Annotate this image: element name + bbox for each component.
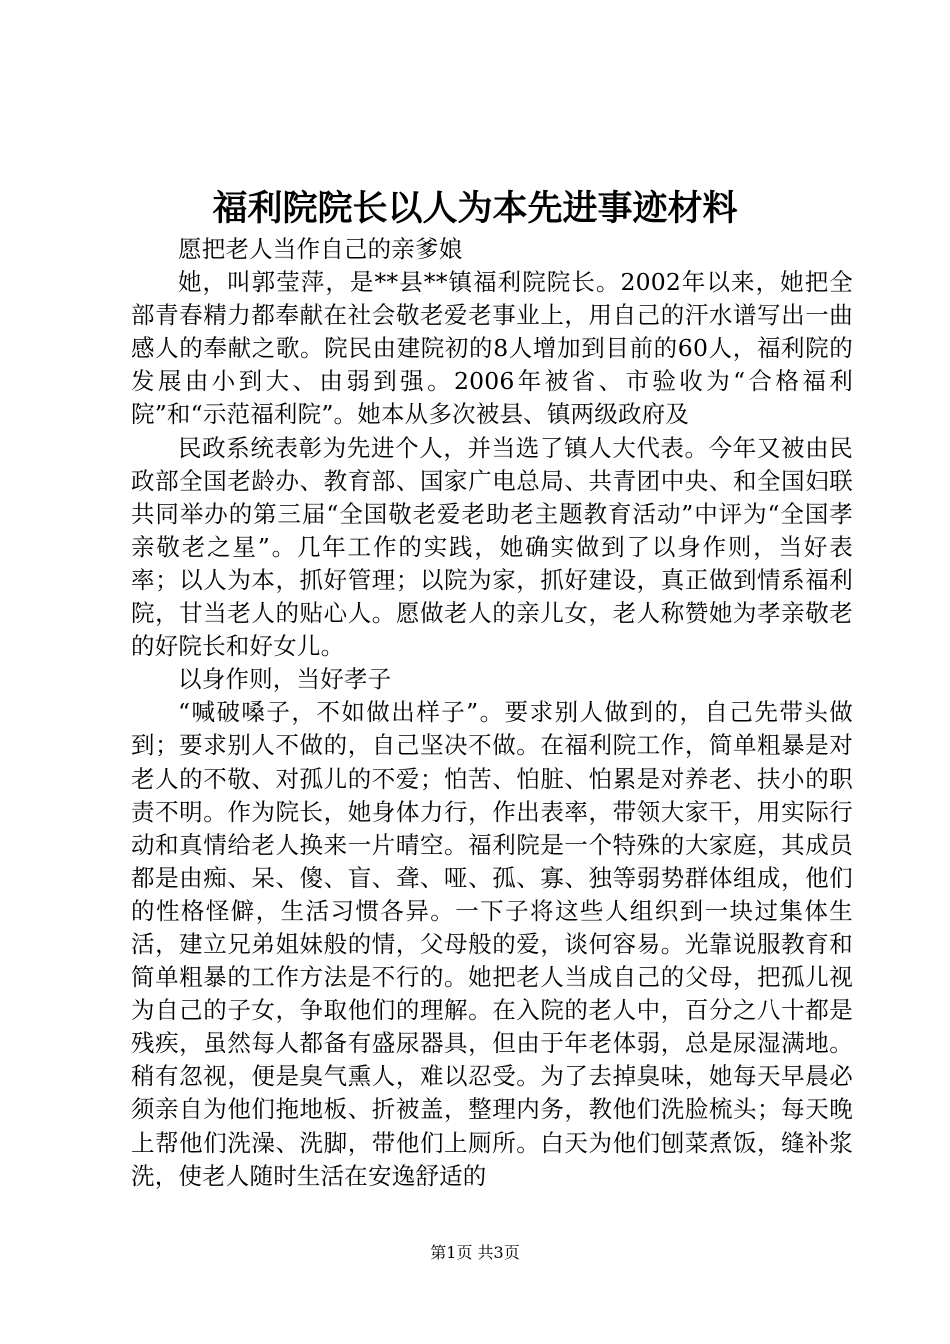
document-title: 福利院院长以人为本先进事迹材料 — [212, 188, 738, 229]
body-paragraph: 她，叫郭莹萍，是**县**镇福利院院长。2002年以来，她把全部青春精力都奉献在社会敬老爱老事业上，用自己的汗水谱写出一曲感人的奉献之歌。院民由建院初的8人增加到目前的60人，福利院的发展由小到大、由弱到强。2006年被省、市验收为“合格福利院”和“示范福利院”。她本从多次被县、镇两级政府及 — [131, 268, 853, 429]
section-heading: 以身作则，当好孝子 — [178, 665, 392, 694]
page-number-footer: 第1页 共3页 — [430, 1243, 520, 1262]
document-body — [131, 233, 853, 1193]
section-heading: 愿把老人当作自己的亲爹娘 — [178, 235, 463, 263]
body-paragraph: “喊破嗓子，不如做出样子”。要求别人做到的，自己先带头做到；要求别人不做的，自己坚决不做。在福利院工作，简单粗暴是对老人的不敬、对孤儿的不爱；怕苦、怕脏、怕累是对养老、扶小的职责不明。作为院长，她身体力行，作出表率，带领大家干，用实际行动和真情给老人换来一片晴空。福利院是一个特殊的大家庭，其成员都是由痴、呆、傻、盲、聋、哑、孤、寡、独等弱势群体组成，他们的性格怪僻，生活习惯各异。一下子将这些人组织到一块过集体生活，建立兄弟姐妹般的情，父母般的爱，谈何容易。光靠说服教育和简单粗暴的工作方法是不行的。她把老人当成自己的父母，把孤儿视为自己的子女，争取他们的理解。在入院的老人中，百分之八十都是残疾，虽然每人都备有盛尿器具，但由于年老体弱，总是尿湿满地。稍有忽视，便是臭气熏人，难以忍受。为了去掉臭味，她每天早晨必须亲自为他们拖地板、折被盖，整理内务，教他们洗脸梳头；每天晚上帮他们洗澡、洗脚，带他们上厕所。白天为他们刨菜煮饭，缝补浆洗，使老人随时生活在安逸舒适的 — [131, 698, 853, 1190]
body-paragraph: 民政系统表彰为先进个人，并当选了镇人大代表。今年又被由民政部全国老龄办、教育部、国家广电总局、共青团中央、和全国妇联共同举办的第三届“全国敬老爱老助老主题教育活动”中评为“全国孝亲敬老之星”。几年工作的实践，她确实做到了以身作则，当好表率；以人为本，抓好管理；以院为家，抓好建设，真正做到情系福利院，甘当老人的贴心人。愿做老人的亲儿女，老人称赞她为孝亲敬老的好院长和好女儿。 — [131, 433, 853, 661]
